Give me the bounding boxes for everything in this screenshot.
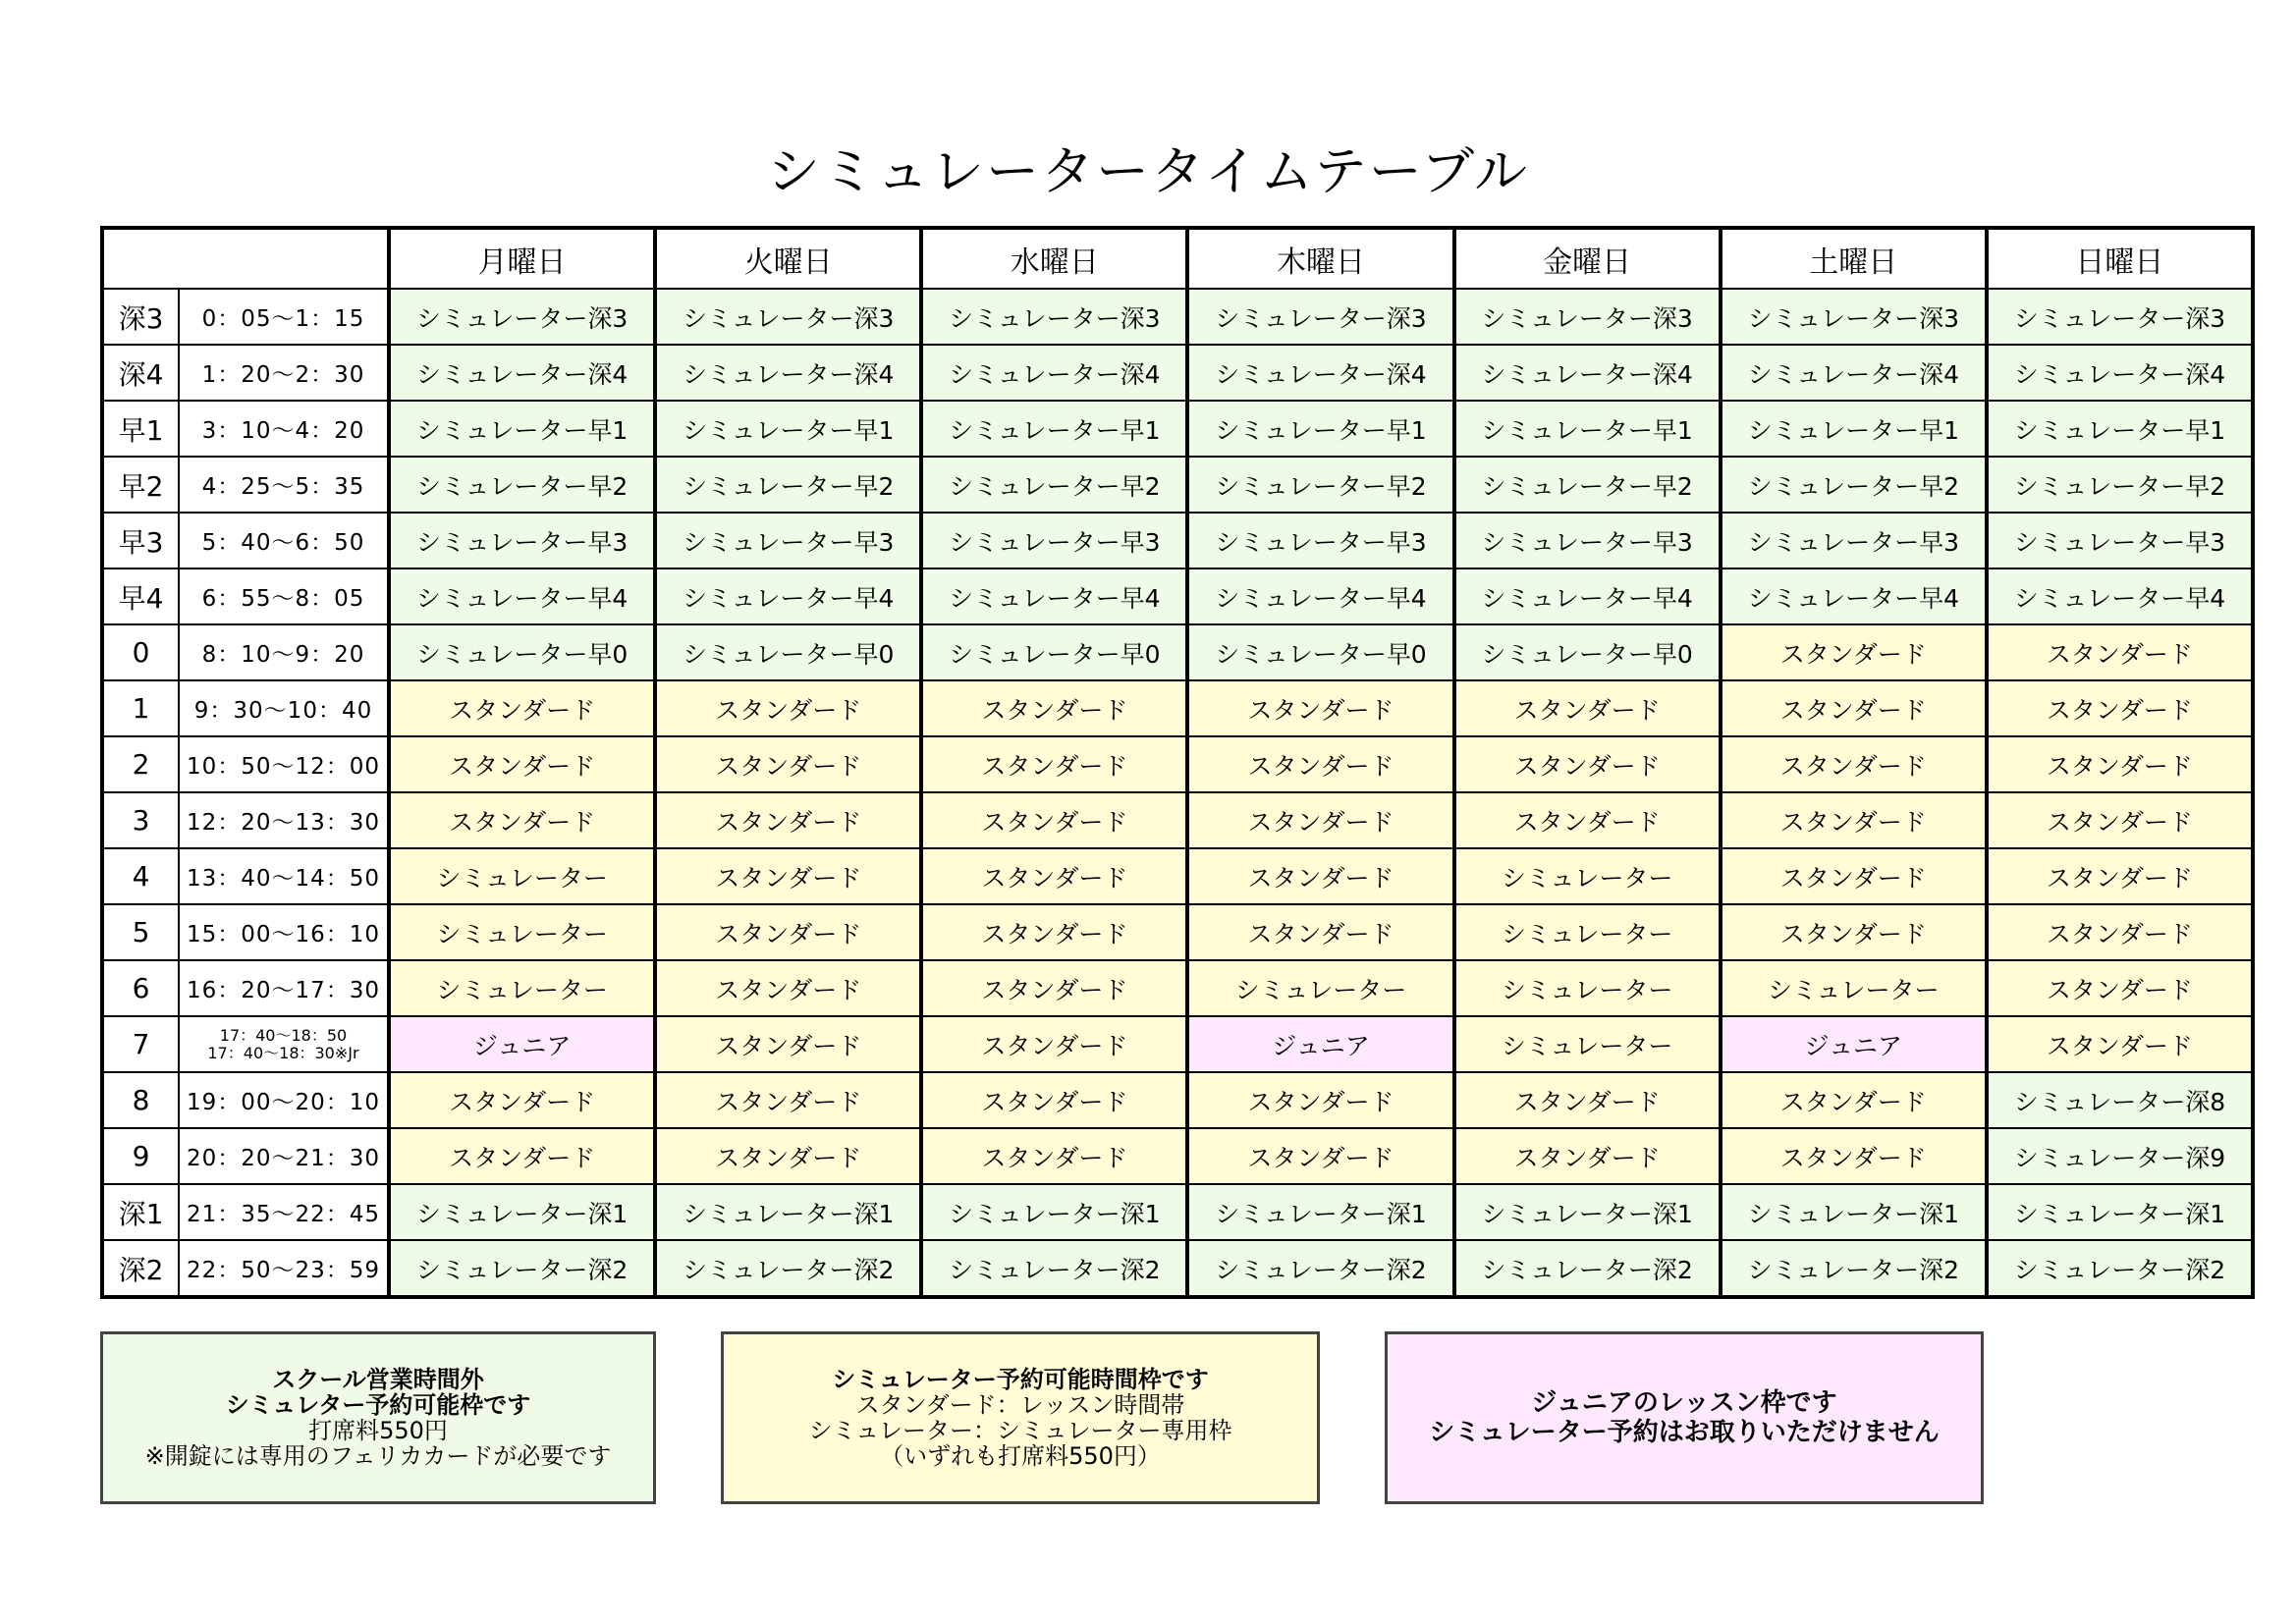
time-range: 21：35～22：45 <box>179 1184 389 1240</box>
schedule-cell: シミュレーター早2 <box>1721 457 1987 513</box>
schedule-cell: シミュレーター深8 <box>1987 1072 2253 1128</box>
schedule-cell: シミュレーター深1 <box>389 1184 655 1240</box>
table-row <box>102 568 2253 624</box>
day-header: 土曜日 <box>1721 228 1987 289</box>
schedule-cell: ジュニア <box>389 1016 655 1072</box>
schedule-cell: シミュレーター早3 <box>1454 513 1721 568</box>
schedule-cell: スタンダード <box>655 960 921 1016</box>
schedule-cell: シミュレーター早1 <box>1454 401 1721 457</box>
table-row <box>102 1184 2253 1240</box>
schedule-cell: シミュレーター深3 <box>1987 289 2253 345</box>
schedule-cell: シミュレーター早1 <box>655 401 921 457</box>
schedule-cell: シミュレーター深1 <box>1987 1184 2253 1240</box>
time-range <box>179 1016 389 1072</box>
schedule-cell: シミュレーター深3 <box>1187 289 1453 345</box>
schedule-cell: スタンダード <box>921 1072 1187 1128</box>
schedule-cell: スタンダード <box>655 792 921 848</box>
time-range: 22：50～23：59 <box>179 1240 389 1297</box>
table-row <box>102 289 2253 345</box>
schedule-cell: シミュレーター早4 <box>921 568 1187 624</box>
schedule-cell: スタンダード <box>921 1128 1187 1184</box>
schedule-cell: シミュレーター深4 <box>1987 345 2253 401</box>
slot-label: 1 <box>102 680 179 736</box>
schedule-cell: シミュレーター深2 <box>1187 1240 1453 1297</box>
schedule-cell: シミュレーター早1 <box>1187 401 1453 457</box>
schedule-cell: スタンダード <box>655 1072 921 1128</box>
schedule-cell: スタンダード <box>1187 792 1453 848</box>
schedule-cell: シミュレーター深2 <box>921 1240 1187 1297</box>
time-range: 9：30～10：40 <box>179 680 389 736</box>
schedule-cell: スタンダード <box>1721 904 1987 960</box>
table-row <box>102 1128 2253 1184</box>
schedule-cell: シミュレーター早4 <box>1454 568 1721 624</box>
schedule-cell: スタンダード <box>1721 792 1987 848</box>
schedule-cell: スタンダード <box>1987 1016 2253 1072</box>
schedule-cell: スタンダード <box>1987 848 2253 904</box>
schedule-cell: シミュレーター <box>389 848 655 904</box>
table-row <box>102 960 2253 1016</box>
schedule-cell: シミュレーター <box>1187 960 1453 1016</box>
schedule-cell: シミュレーター深1 <box>1721 1184 1987 1240</box>
schedule-cell: シミュレーター深3 <box>921 289 1187 345</box>
schedule-cell: シミュレーター深4 <box>389 345 655 401</box>
legend-line: シミュレター予約可能枠です <box>225 1391 531 1419</box>
schedule-cell: シミュレーター深2 <box>389 1240 655 1297</box>
schedule-cell: シミュレーター早4 <box>1721 568 1987 624</box>
slot-label: 早1 <box>102 401 179 457</box>
schedule-cell: スタンダード <box>1987 624 2253 680</box>
schedule-cell: シミュレーター深2 <box>1987 1240 2253 1297</box>
table-row <box>102 1016 2253 1072</box>
schedule-cell: シミュレーター早2 <box>389 457 655 513</box>
header-row <box>102 228 2253 289</box>
schedule-cell: シミュレーター深1 <box>655 1184 921 1240</box>
schedule-cell: スタンダード <box>1721 624 1987 680</box>
schedule-cell: スタンダード <box>1187 848 1453 904</box>
slot-label: 7 <box>102 1016 179 1072</box>
schedule-cell: シミュレーター深2 <box>1721 1240 1987 1297</box>
table-row <box>102 680 2253 736</box>
schedule-cell: シミュレーター早3 <box>389 513 655 568</box>
time-range: 6：55～8：05 <box>179 568 389 624</box>
schedule-cell: スタンダード <box>1187 1128 1453 1184</box>
schedule-cell: シミュレーター深3 <box>389 289 655 345</box>
day-header: 木曜日 <box>1187 228 1453 289</box>
table-row <box>102 1240 2253 1297</box>
schedule-cell: スタンダード <box>1454 1072 1721 1128</box>
day-header: 水曜日 <box>921 228 1187 289</box>
schedule-cell: スタンダード <box>389 680 655 736</box>
schedule-cell: シミュレーター早0 <box>1187 624 1453 680</box>
schedule-cell: スタンダード <box>1454 1128 1721 1184</box>
schedule-cell: スタンダード <box>921 792 1187 848</box>
slot-label: 早4 <box>102 568 179 624</box>
schedule-cell: スタンダード <box>389 1128 655 1184</box>
table-row <box>102 736 2253 792</box>
slot-label: 早3 <box>102 513 179 568</box>
schedule-cell: シミュレーター深9 <box>1987 1128 2253 1184</box>
schedule-cell: スタンダード <box>389 736 655 792</box>
table-row <box>102 1072 2253 1128</box>
schedule-cell: シミュレーター深3 <box>655 289 921 345</box>
day-header: 火曜日 <box>655 228 921 289</box>
legend-line: シミュレーター予約はお取りいただけません <box>1429 1418 1940 1447</box>
schedule-cell: シミュレーター早2 <box>1454 457 1721 513</box>
schedule-cell: シミュレーター早3 <box>1721 513 1987 568</box>
legend-line: 打席料550円 <box>308 1417 448 1444</box>
schedule-cell: シミュレーター早4 <box>1987 568 2253 624</box>
table-row <box>102 792 2253 848</box>
schedule-cell: スタンダード <box>921 960 1187 1016</box>
time-range: 0：05～1：15 <box>179 289 389 345</box>
schedule-cell: シミュレーター早2 <box>655 457 921 513</box>
slot-label: 4 <box>102 848 179 904</box>
schedule-cell: シミュレーター早4 <box>655 568 921 624</box>
schedule-cell: スタンダード <box>921 904 1187 960</box>
table-row <box>102 345 2253 401</box>
slot-label: 深1 <box>102 1184 179 1240</box>
schedule-cell: ジュニア <box>1187 1016 1453 1072</box>
schedule-cell: シミュレーター早3 <box>921 513 1187 568</box>
legend-line: スクール営業時間外 <box>272 1366 484 1393</box>
time-range: 1：20～2：30 <box>179 345 389 401</box>
schedule-cell: シミュレーター早2 <box>1187 457 1453 513</box>
schedule-cell: シミュレーター <box>1721 960 1987 1016</box>
schedule-cell: スタンダード <box>1987 680 2253 736</box>
table-row <box>102 513 2253 568</box>
time-range: 8：10～9：20 <box>179 624 389 680</box>
schedule-cell: スタンダード <box>921 1016 1187 1072</box>
slot-label: 深3 <box>102 289 179 345</box>
slot-label: 9 <box>102 1128 179 1184</box>
schedule-cell: スタンダード <box>1721 736 1987 792</box>
time-range: 19：00～20：10 <box>179 1072 389 1128</box>
schedule-cell: シミュレーター深4 <box>921 345 1187 401</box>
slot-label: 8 <box>102 1072 179 1128</box>
table-row <box>102 457 2253 513</box>
slot-label: 深2 <box>102 1240 179 1297</box>
schedule-cell: シミュレーター <box>1454 848 1721 904</box>
schedule-cell: シミュレーター深3 <box>1454 289 1721 345</box>
schedule-cell: スタンダード <box>1987 960 2253 1016</box>
table-row <box>102 904 2253 960</box>
legend-yellow <box>721 1331 1320 1504</box>
schedule-cell: シミュレーター深4 <box>655 345 921 401</box>
schedule-cell: スタンダード <box>655 1016 921 1072</box>
schedule-cell: スタンダード <box>1187 736 1453 792</box>
schedule-cell: スタンダード <box>389 1072 655 1128</box>
time-range: 12：20～13：30 <box>179 792 389 848</box>
schedule-cell: シミュレーター早1 <box>921 401 1187 457</box>
schedule-cell: シミュレーター早1 <box>1721 401 1987 457</box>
legend-line: シミュレーター予約可能時間枠です <box>832 1366 1209 1393</box>
corner-cell <box>102 228 389 289</box>
timetable-body <box>102 289 2253 1297</box>
legend-line: シミュレーター：シミュレーター専用枠 <box>808 1417 1232 1444</box>
legend-line: ジュニアのレッスン枠です <box>1531 1388 1837 1418</box>
time-range: 20：20～21：30 <box>179 1128 389 1184</box>
schedule-cell: シミュレーター早3 <box>1987 513 2253 568</box>
schedule-cell: スタンダード <box>1187 904 1453 960</box>
day-header: 日曜日 <box>1987 228 2253 289</box>
schedule-cell: シミュレーター深2 <box>1454 1240 1721 1297</box>
schedule-cell: シミュレーター深1 <box>921 1184 1187 1240</box>
schedule-cell: シミュレーター早2 <box>1987 457 2253 513</box>
schedule-cell: シミュレーター <box>1454 1016 1721 1072</box>
schedule-cell: シミュレーター早3 <box>655 513 921 568</box>
schedule-cell: シミュレーター早1 <box>389 401 655 457</box>
time-range-line: 17：40～18：50 <box>219 1025 348 1045</box>
schedule-cell: スタンダード <box>655 1128 921 1184</box>
schedule-cell: スタンダード <box>1987 904 2253 960</box>
schedule-cell: スタンダード <box>1721 1072 1987 1128</box>
schedule-cell: スタンダード <box>1454 680 1721 736</box>
time-range: 3：10～4：20 <box>179 401 389 457</box>
legend-green <box>100 1331 656 1504</box>
schedule-cell: シミュレーター早0 <box>389 624 655 680</box>
schedule-cell: スタンダード <box>1721 680 1987 736</box>
slot-label: 2 <box>102 736 179 792</box>
schedule-cell: シミュレーター早2 <box>921 457 1187 513</box>
time-range: 5：40～6：50 <box>179 513 389 568</box>
schedule-cell: スタンダード <box>1187 1072 1453 1128</box>
time-range: 13：40～14：50 <box>179 848 389 904</box>
time-range: 10：50～12：00 <box>179 736 389 792</box>
schedule-cell: シミュレーター深4 <box>1721 345 1987 401</box>
schedule-cell: ジュニア <box>1721 1016 1987 1072</box>
schedule-cell: シミュレーター早4 <box>1187 568 1453 624</box>
schedule-cell: スタンダード <box>655 736 921 792</box>
schedule-cell: シミュレーター深2 <box>655 1240 921 1297</box>
table-row <box>102 624 2253 680</box>
legend-line: ※開錠には専用のフェリカカードが必要です <box>144 1442 612 1470</box>
schedule-cell: シミュレーター <box>1454 904 1721 960</box>
schedule-cell: シミュレーター深1 <box>1454 1184 1721 1240</box>
day-header: 金曜日 <box>1454 228 1721 289</box>
schedule-cell: シミュレーター深1 <box>1187 1184 1453 1240</box>
schedule-cell: シミュレーター早0 <box>1454 624 1721 680</box>
schedule-cell: シミュレーター早3 <box>1187 513 1453 568</box>
legend-line: スタンダード：レッスン時間帯 <box>855 1391 1185 1419</box>
time-range: 16：20～17：30 <box>179 960 389 1016</box>
schedule-cell: スタンダード <box>389 792 655 848</box>
schedule-cell: シミュレーター早4 <box>389 568 655 624</box>
slot-label: 早2 <box>102 457 179 513</box>
schedule-cell: スタンダード <box>1987 792 2253 848</box>
schedule-cell: スタンダード <box>1721 848 1987 904</box>
schedule-cell: スタンダード <box>655 904 921 960</box>
schedule-cell: スタンダード <box>921 736 1187 792</box>
schedule-cell: スタンダード <box>1454 792 1721 848</box>
schedule-cell: スタンダード <box>1987 736 2253 792</box>
day-header: 月曜日 <box>389 228 655 289</box>
schedule-cell: シミュレーター深4 <box>1454 345 1721 401</box>
slot-label: 0 <box>102 624 179 680</box>
timetable <box>100 226 2255 1299</box>
time-range-line: 17：40～18：30※Jr <box>207 1043 359 1062</box>
schedule-cell: シミュレーター <box>389 904 655 960</box>
schedule-cell: シミュレーター早0 <box>655 624 921 680</box>
slot-label: 5 <box>102 904 179 960</box>
schedule-cell: スタンダード <box>1187 680 1453 736</box>
slot-label: 3 <box>102 792 179 848</box>
legend-line: （いずれも打席料550円） <box>880 1442 1161 1470</box>
slot-label: 深4 <box>102 345 179 401</box>
schedule-cell: スタンダード <box>1454 736 1721 792</box>
schedule-cell: シミュレーター <box>389 960 655 1016</box>
schedule-cell: スタンダード <box>921 848 1187 904</box>
schedule-cell: シミュレーター早1 <box>1987 401 2253 457</box>
schedule-cell: シミュレーター深4 <box>1187 345 1453 401</box>
schedule-cell: シミュレーター深3 <box>1721 289 1987 345</box>
schedule-cell: スタンダード <box>655 848 921 904</box>
page-title: シミュレータータイムテーブル <box>767 140 1529 202</box>
legend-pink <box>1385 1331 1984 1504</box>
slot-label: 6 <box>102 960 179 1016</box>
schedule-cell: シミュレーター <box>1454 960 1721 1016</box>
time-range: 4：25～5：35 <box>179 457 389 513</box>
time-range: 15：00～16：10 <box>179 904 389 960</box>
table-row <box>102 401 2253 457</box>
schedule-cell: シミュレーター早0 <box>921 624 1187 680</box>
schedule-cell: スタンダード <box>655 680 921 736</box>
schedule-cell: スタンダード <box>1721 1128 1987 1184</box>
table-row <box>102 848 2253 904</box>
schedule-cell: スタンダード <box>921 680 1187 736</box>
